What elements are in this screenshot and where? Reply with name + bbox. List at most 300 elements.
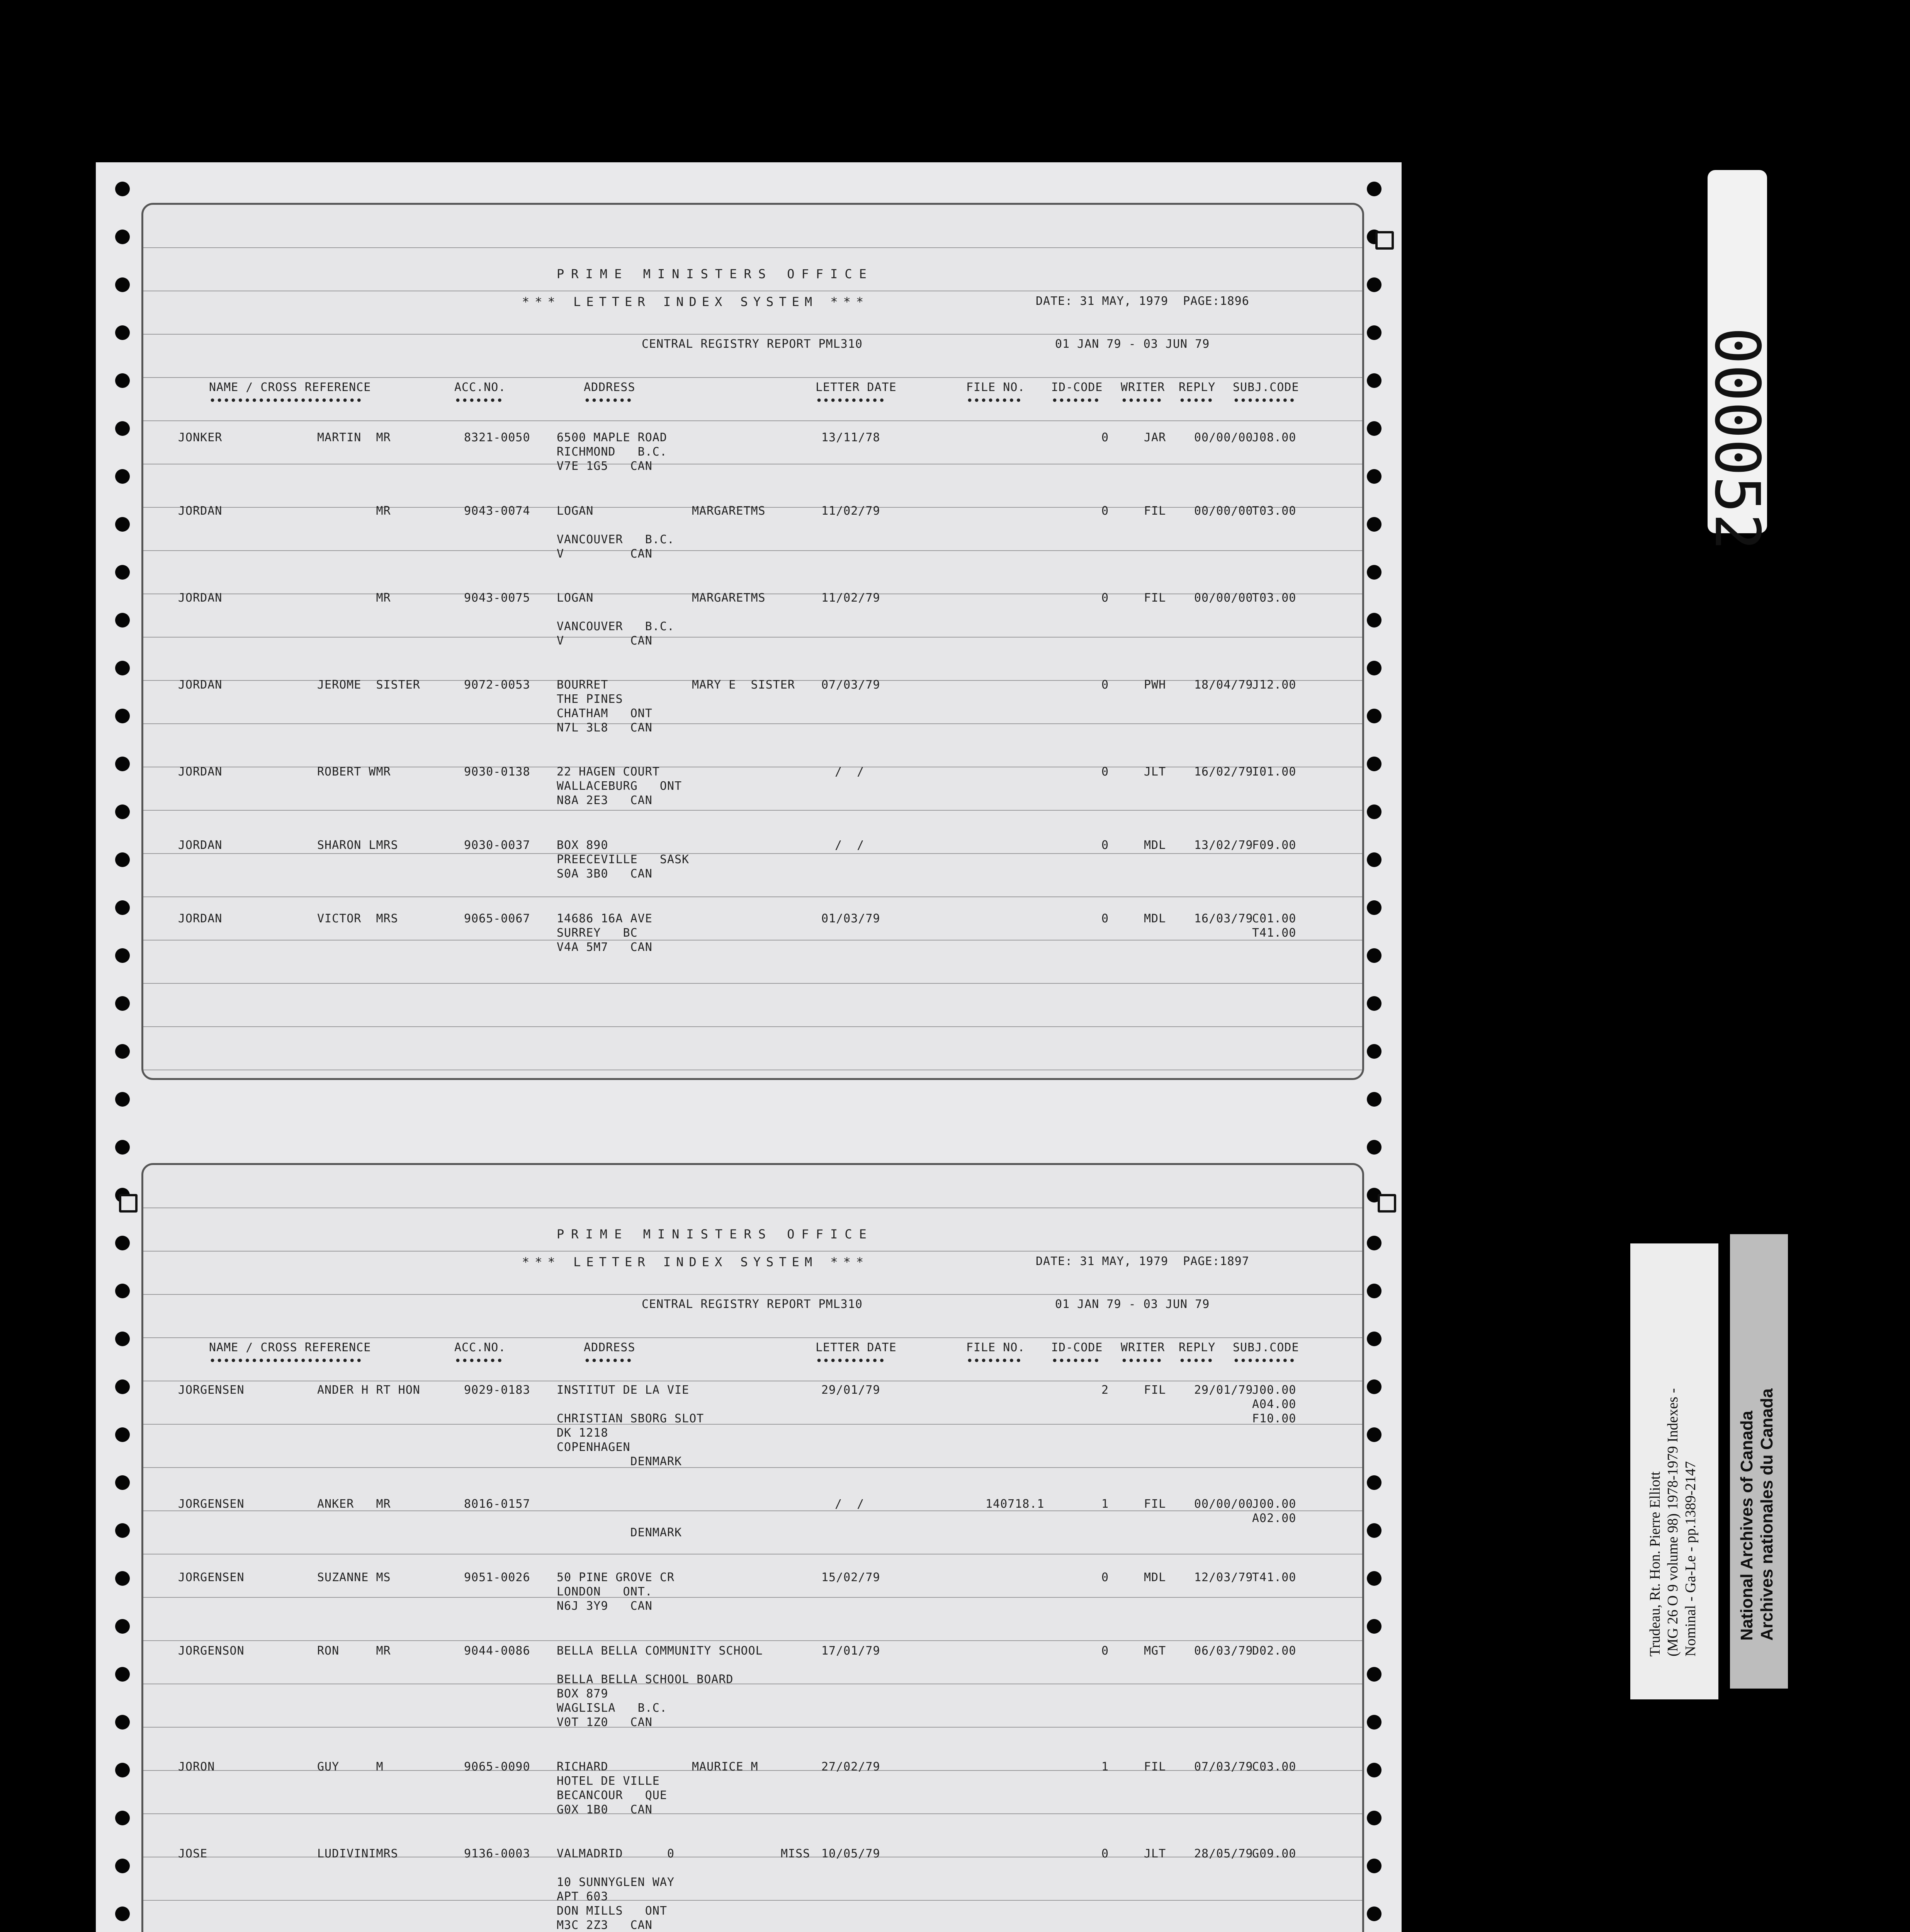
tractor-feed-hole: [1367, 948, 1382, 963]
entry-writer: PWH: [1144, 678, 1166, 692]
form-ruling-line: [143, 377, 1362, 378]
entry-acc-no: 8016-0157: [464, 1497, 530, 1511]
institution-english: National Archives of Canada: [1737, 1411, 1756, 1641]
entry-cross-reference: MARGARETMS: [692, 504, 766, 518]
tractor-feed-hole: [115, 373, 130, 388]
tractor-feed-hole: [1367, 1044, 1382, 1059]
header-name: NAME / CROSS REFERENCE: [209, 1341, 371, 1354]
system-name: *** LETTER INDEX SYSTEM ***: [522, 294, 869, 309]
entry-surname: JORDAN: [178, 912, 223, 925]
card-line-3: Nominal - Ga-Le - pp.1389-2147: [1682, 1461, 1699, 1656]
tractor-feed-hole: [115, 900, 130, 915]
tractor-feed-hole: [1367, 1379, 1382, 1394]
entry-address-line: LOGAN: [557, 591, 594, 605]
tractor-feed-hole: [1367, 182, 1382, 196]
header-file-no: FILE NO.: [966, 1341, 1025, 1354]
header-dot-underline: ••••••••: [966, 394, 1022, 408]
entry-surname: JORDAN: [178, 591, 223, 605]
entry-address-line: BOURRET: [557, 678, 608, 692]
form-ruling-line: [143, 1640, 1362, 1641]
tractor-feed-hole: [115, 948, 130, 963]
header-dot-underline: ••••••••••••••••••••••: [209, 394, 363, 408]
entry-reply-date: 00/00/00: [1194, 591, 1253, 605]
form-ruling-line: [143, 1251, 1362, 1252]
tractor-feed-hole: [1367, 1715, 1382, 1730]
form-ruling-line: [143, 723, 1362, 724]
form-ruling-line: [143, 420, 1362, 421]
tractor-feed-hole: [115, 1523, 130, 1538]
header-letter-date: LETTER DATE: [816, 381, 897, 394]
left-tractor-feed-holes: [111, 162, 134, 1932]
header-dot-underline: •••••••: [454, 394, 503, 408]
form-ruling-line: [143, 983, 1362, 984]
entry-address-line: DK 1218: [557, 1426, 608, 1440]
entry-acc-no: 9051-0026: [464, 1571, 530, 1584]
entry-surname: JORDAN: [178, 765, 223, 779]
report-title: PRIME MINISTERS OFFICE: [557, 267, 873, 281]
entry-letter-date: 27/02/79: [821, 1760, 880, 1774]
entry-surname: JORON: [178, 1760, 215, 1774]
tractor-feed-hole: [115, 1236, 130, 1250]
entry-address-line: V7E 1G5 CAN: [557, 459, 653, 473]
entry-reply-date: 07/03/79: [1194, 1760, 1253, 1774]
entry-address-line: WAGLISLA B.C.: [557, 1701, 667, 1715]
entry-given-name: SHARON LMRS: [317, 838, 398, 852]
entry-subject-code: J00.00: [1252, 1383, 1297, 1397]
tractor-feed-hole: [1367, 661, 1382, 675]
entry-address-line: PREECEVILLE SASK: [557, 853, 690, 866]
tractor-feed-hole: [1367, 1571, 1382, 1586]
entry-reply-date: 13/02/79: [1194, 838, 1253, 852]
tractor-feed-hole: [115, 565, 130, 580]
entry-subject-code: C01.00: [1252, 912, 1297, 925]
form-ruling-line: [143, 334, 1362, 335]
entry-cross-reference: MISS: [781, 1847, 811, 1861]
entry-address-line: DENMARK: [557, 1455, 682, 1468]
entry-subject-code: F09.00: [1252, 838, 1297, 852]
entry-address-line: APT 603: [557, 1890, 608, 1903]
entry-writer: JLT: [1144, 1847, 1166, 1861]
entry-reply-date: 18/04/79: [1194, 678, 1253, 692]
report-date-page: DATE: 31 MAY, 1979 PAGE:1897: [1036, 1255, 1249, 1268]
entry-given-name: MR: [317, 504, 391, 518]
tractor-feed-hole: [1367, 1284, 1382, 1298]
tractor-feed-hole: [1367, 565, 1382, 580]
entry-address-line: THE PINES: [557, 692, 623, 706]
entry-address-line: VALMADRID 0: [557, 1847, 675, 1861]
entry-id-code: 0: [1101, 765, 1109, 779]
header-dot-underline: •••••••••: [1233, 1354, 1296, 1368]
entry-given-name: RON MR: [317, 1644, 391, 1658]
entry-subject-code: T03.00: [1252, 504, 1297, 518]
entry-acc-no: 9136-0003: [464, 1847, 530, 1861]
entry-given-name: MR: [317, 591, 391, 605]
report-date-page: DATE: 31 MAY, 1979 PAGE:1896: [1036, 294, 1249, 308]
tractor-feed-hole: [1367, 1475, 1382, 1490]
entry-acc-no: 9030-0037: [464, 838, 530, 852]
entry-address-line: BELLA BELLA SCHOOL BOARD: [557, 1673, 734, 1686]
form-ruling-line: [143, 550, 1362, 551]
tractor-feed-hole: [115, 804, 130, 819]
entry-reply-date: 16/03/79: [1194, 912, 1253, 925]
entry-subject-code: T41.00: [1252, 1571, 1297, 1584]
header-dot-underline: ••••••••••: [816, 1354, 885, 1368]
entry-writer: MDL: [1144, 1571, 1166, 1584]
header-dot-underline: •••••••: [584, 1354, 633, 1368]
form-ruling-line: [143, 247, 1362, 248]
tractor-feed-hole: [1367, 1140, 1382, 1155]
header-address: ADDRESS: [584, 1341, 636, 1354]
header-id-code: ID-CODE: [1051, 1341, 1103, 1354]
entry-address-line: BOX 890: [557, 838, 608, 852]
header-reply: REPLY: [1179, 1341, 1216, 1354]
entry-acc-no: 9065-0067: [464, 912, 530, 925]
report-period: 01 JAN 79 - 03 JUN 79: [1055, 1298, 1210, 1311]
entry-address-line: CHRISTIAN SBORG SLOT: [557, 1412, 704, 1425]
tractor-feed-hole: [115, 1332, 130, 1346]
tractor-feed-hole: [115, 661, 130, 675]
header-writer: WRITER: [1121, 381, 1165, 394]
tractor-feed-hole: [1367, 1427, 1382, 1442]
tractor-feed-hole: [115, 1092, 130, 1107]
entry-address-line: COPENHAGEN: [557, 1440, 630, 1454]
entry-address-line: BECANCOUR QUE: [557, 1789, 667, 1802]
entry-cross-reference: MAURICE M: [692, 1760, 758, 1774]
header-dot-underline: ••••••: [1121, 1354, 1163, 1368]
entry-address-line: VANCOUVER B.C.: [557, 620, 675, 633]
form-ruling-line: [143, 810, 1362, 811]
tractor-feed-hole: [1367, 613, 1382, 628]
tractor-feed-hole: [1367, 517, 1382, 532]
tractor-feed-hole: [115, 469, 130, 484]
entry-reply-date: 29/01/79: [1194, 1383, 1253, 1397]
entry-id-code: 0: [1101, 838, 1109, 852]
tractor-feed-hole: [115, 1475, 130, 1490]
tractor-feed-hole: [115, 757, 130, 771]
computer-printout-sheet: [96, 162, 1402, 1932]
header-dot-underline: •••••••: [454, 1354, 503, 1368]
registration-mark-icon: [119, 1194, 138, 1213]
entry-writer: FIL: [1144, 504, 1166, 518]
tractor-feed-hole: [1367, 325, 1382, 340]
entry-address-line: RICHMOND B.C.: [557, 445, 667, 459]
entry-subject-code: A02.00: [1252, 1512, 1297, 1525]
tractor-feed-hole: [1367, 1811, 1382, 1825]
entry-acc-no: 9072-0053: [464, 678, 530, 692]
entry-writer: FIL: [1144, 591, 1166, 605]
entry-writer: MGT: [1144, 1644, 1166, 1658]
tractor-feed-hole: [115, 517, 130, 532]
entry-address-line: INSTITUT DE LA VIE: [557, 1383, 690, 1397]
entry-subject-code: G09.00: [1252, 1847, 1297, 1861]
tractor-feed-hole: [115, 1619, 130, 1634]
tractor-feed-hole: [1367, 996, 1382, 1011]
report-page-1896: [141, 203, 1364, 1080]
tractor-feed-hole: [115, 1379, 130, 1394]
tractor-feed-hole: [115, 613, 130, 628]
entry-writer: JAR: [1144, 431, 1166, 444]
tractor-feed-hole: [115, 1044, 130, 1059]
header-dot-underline: •••••: [1179, 1354, 1214, 1368]
entry-reply-date: 06/03/79: [1194, 1644, 1253, 1658]
tractor-feed-hole: [1367, 277, 1382, 292]
entry-writer: FIL: [1144, 1383, 1166, 1397]
form-ruling-line: [143, 1424, 1362, 1425]
entry-reply-date: 00/00/00: [1194, 504, 1253, 518]
tractor-feed-hole: [115, 996, 130, 1011]
entry-id-code: 0: [1101, 912, 1109, 925]
tractor-feed-hole: [1367, 804, 1382, 819]
header-acc-no: ACC.NO.: [454, 1341, 506, 1354]
tractor-feed-hole: [1367, 421, 1382, 436]
entry-address-line: RICHARD: [557, 1760, 608, 1774]
microfilm-frame-number: [1701, 170, 1774, 551]
entry-letter-date: 11/02/79: [821, 504, 880, 518]
entry-address-line: SURREY BC: [557, 926, 638, 940]
archive-reference-card: [1630, 1243, 1718, 1699]
report-title: PRIME MINISTERS OFFICE: [557, 1227, 873, 1242]
entry-id-code: 1: [1101, 1760, 1109, 1774]
entry-writer: FIL: [1144, 1760, 1166, 1774]
entry-subject-code: F10.00: [1252, 1412, 1297, 1425]
form-ruling-line: [143, 1727, 1362, 1728]
form-ruling-line: [143, 1597, 1362, 1598]
entry-given-name: VICTOR MRS: [317, 912, 398, 925]
entry-acc-no: 9030-0138: [464, 765, 530, 779]
entry-address-line: M3C 2Z3 CAN: [557, 1918, 653, 1932]
tractor-feed-hole: [115, 1763, 130, 1777]
entry-id-code: 0: [1101, 1644, 1109, 1658]
tractor-feed-hole: [115, 1667, 130, 1682]
entry-surname: JORDAN: [178, 504, 223, 518]
tractor-feed-hole: [115, 1715, 130, 1730]
entry-address-line: VANCOUVER B.C.: [557, 533, 675, 546]
form-ruling-line: [143, 853, 1362, 854]
header-dot-underline: ••••••••: [966, 1354, 1022, 1368]
entry-address-line: LOGAN: [557, 504, 594, 518]
tractor-feed-hole: [1367, 469, 1382, 484]
header-subj-code: SUBJ.CODE: [1233, 1341, 1299, 1354]
form-ruling-line: [143, 1467, 1362, 1468]
report-period: 01 JAN 79 - 03 JUN 79: [1055, 337, 1210, 351]
tractor-feed-hole: [1367, 1523, 1382, 1538]
entry-address-line: CHATHAM ONT: [557, 707, 653, 720]
tractor-feed-hole: [115, 1859, 130, 1873]
form-ruling-line: [143, 896, 1362, 897]
header-address: ADDRESS: [584, 381, 636, 394]
form-ruling-line: [143, 1337, 1362, 1338]
tractor-feed-hole: [1367, 1859, 1382, 1873]
entry-surname: JORGENSEN: [178, 1383, 245, 1397]
entry-address-line: DENMARK: [557, 1526, 682, 1539]
archive-institution-label: [1730, 1234, 1788, 1689]
header-writer: WRITER: [1121, 1341, 1165, 1354]
entry-address-line: V CAN: [557, 634, 653, 648]
entry-cross-reference: MARGARETMS: [692, 591, 766, 605]
entry-address-line: BELLA BELLA COMMUNITY SCHOOL: [557, 1644, 763, 1658]
tractor-feed-hole: [115, 1140, 130, 1155]
entry-letter-date: / /: [835, 765, 865, 779]
header-name: NAME / CROSS REFERENCE: [209, 381, 371, 394]
tractor-feed-hole: [115, 1571, 130, 1586]
entry-acc-no: 9065-0090: [464, 1760, 530, 1774]
entry-writer: FIL: [1144, 1497, 1166, 1511]
tractor-feed-hole: [1367, 900, 1382, 915]
tractor-feed-hole: [115, 182, 130, 196]
entry-writer: MDL: [1144, 912, 1166, 925]
tractor-feed-hole: [1367, 757, 1382, 771]
header-dot-underline: •••••••: [1051, 394, 1100, 408]
entry-reply-date: 28/05/79: [1194, 1847, 1253, 1861]
entry-address-line: N7L 3L8 CAN: [557, 721, 653, 735]
entry-id-code: 0: [1101, 504, 1109, 518]
entry-subject-code: J08.00: [1252, 431, 1297, 444]
entry-surname: JORDAN: [178, 678, 223, 692]
entry-given-name: ANDER H RT HON: [317, 1383, 420, 1397]
form-ruling-line: [143, 1813, 1362, 1814]
entry-given-name: JEROME SISTER: [317, 678, 420, 692]
card-line-1: Trudeau, Rt. Hon. Pierre Elliott: [1647, 1471, 1663, 1656]
entry-address-line: S0A 3B0 CAN: [557, 867, 653, 881]
entry-address-line: 10 SUNNYGLEN WAY: [557, 1876, 675, 1889]
entry-subject-code: J12.00: [1252, 678, 1297, 692]
entry-given-name: ROBERT WMR: [317, 765, 391, 779]
tractor-feed-hole: [1367, 1906, 1382, 1921]
entry-subject-code: C03.00: [1252, 1760, 1297, 1774]
tractor-feed-hole: [1367, 1763, 1382, 1777]
entry-address-line: 50 PINE GROVE CR: [557, 1571, 675, 1584]
entry-address-line: V0T 1Z0 CAN: [557, 1716, 653, 1729]
institution-french: Archives nationales du Canada: [1757, 1388, 1776, 1641]
institution-text: [1737, 1285, 1777, 1641]
entry-surname: JORGENSEN: [178, 1571, 245, 1584]
system-name: *** LETTER INDEX SYSTEM ***: [522, 1255, 869, 1269]
entry-surname: JOSE: [178, 1847, 208, 1861]
header-id-code: ID-CODE: [1051, 381, 1103, 394]
entry-address-line: V CAN: [557, 547, 653, 561]
header-dot-underline: ••••••: [1121, 394, 1163, 408]
card-line-2: (MG 26 O 9 volume 98) 1978-1979 Indexes -: [1665, 1388, 1681, 1656]
entry-reply-date: 00/00/00: [1194, 431, 1253, 444]
entry-subject-code: J00.00: [1252, 1497, 1297, 1511]
entry-address-line: 14686 16A AVE: [557, 912, 653, 925]
entry-letter-date: / /: [835, 838, 865, 852]
report-name: CENTRAL REGISTRY REPORT PML310: [642, 1298, 863, 1311]
header-dot-underline: ••••••••••••••••••••••: [209, 1354, 363, 1368]
entry-id-code: 0: [1101, 678, 1109, 692]
entry-address-line: BOX 879: [557, 1687, 608, 1701]
entry-given-name: MARTIN MR: [317, 431, 391, 444]
entry-acc-no: 9044-0086: [464, 1644, 530, 1658]
entry-acc-no: 8321-0050: [464, 431, 530, 444]
entry-reply-date: 16/02/79: [1194, 765, 1253, 779]
form-ruling-line: [143, 1900, 1362, 1901]
tractor-feed-hole: [115, 1906, 130, 1921]
entry-letter-date: 13/11/78: [821, 431, 880, 444]
entry-acc-no: 9043-0075: [464, 591, 530, 605]
entry-id-code: 0: [1101, 431, 1109, 444]
entry-subject-code: A04.00: [1252, 1398, 1297, 1411]
entry-letter-date: / /: [835, 1497, 865, 1511]
header-dot-underline: •••••: [1179, 394, 1214, 408]
tractor-feed-hole: [115, 325, 130, 340]
entry-writer: MDL: [1144, 838, 1166, 852]
entry-surname: JORDAN: [178, 838, 223, 852]
entry-surname: JONKER: [178, 431, 223, 444]
form-ruling-line: [143, 1294, 1362, 1295]
header-subj-code: SUBJ.CODE: [1233, 381, 1299, 394]
tractor-feed-hole: [1367, 852, 1382, 867]
entry-surname: JORGENSON: [178, 1644, 245, 1658]
entry-letter-date: 07/03/79: [821, 678, 880, 692]
entry-id-code: 1: [1101, 1497, 1109, 1511]
entry-address-line: V4A 5M7 CAN: [557, 940, 653, 954]
entry-given-name: GUY M: [317, 1760, 384, 1774]
header-acc-no: ACC.NO.: [454, 381, 506, 394]
entry-subject-code: D02.00: [1252, 1644, 1297, 1658]
entry-address-line: N8A 2E3 CAN: [557, 794, 653, 807]
entry-id-code: 2: [1101, 1383, 1109, 1397]
entry-letter-date: 17/01/79: [821, 1644, 880, 1658]
tractor-feed-hole: [115, 230, 130, 244]
entry-address-line: LONDON ONT.: [557, 1585, 653, 1599]
entry-address-line: WALLACEBURG ONT: [557, 779, 682, 793]
entry-acc-no: 9043-0074: [464, 504, 530, 518]
report-name: CENTRAL REGISTRY REPORT PML310: [642, 337, 863, 351]
entry-given-name: ANKER MR: [317, 1497, 391, 1511]
tractor-feed-hole: [1367, 709, 1382, 723]
right-tractor-feed-holes: [1363, 162, 1386, 1932]
entry-letter-date: 10/05/79: [821, 1847, 880, 1861]
header-dot-underline: •••••••: [584, 394, 633, 408]
entry-subject-code: I01.00: [1252, 765, 1297, 779]
tractor-feed-hole: [115, 277, 130, 292]
header-reply: REPLY: [1179, 381, 1216, 394]
registration-mark-icon: [1375, 231, 1394, 250]
tractor-feed-hole: [115, 709, 130, 723]
entry-id-code: 0: [1101, 591, 1109, 605]
form-ruling-line: [143, 1026, 1362, 1027]
entry-address-line: DON MILLS ONT: [557, 1904, 667, 1918]
registration-mark-icon: [1378, 1194, 1396, 1213]
entry-reply-date: 12/03/79: [1194, 1571, 1253, 1584]
tractor-feed-hole: [1367, 1236, 1382, 1250]
entry-id-code: 0: [1101, 1847, 1109, 1861]
tractor-feed-hole: [115, 421, 130, 436]
entry-address-line: N6J 3Y9 CAN: [557, 1599, 653, 1613]
reference-card-text: [1646, 1301, 1699, 1656]
entry-letter-date: 29/01/79: [821, 1383, 880, 1397]
tractor-feed-hole: [115, 1284, 130, 1298]
tractor-feed-hole: [1367, 1667, 1382, 1682]
entry-acc-no: 9029-0183: [464, 1383, 530, 1397]
entry-address-line: 6500 MAPLE ROAD: [557, 431, 667, 444]
entry-writer: JLT: [1144, 765, 1166, 779]
entry-given-name: SUZANNE MS: [317, 1571, 391, 1584]
entry-id-code: 0: [1101, 1571, 1109, 1584]
entry-letter-date: 15/02/79: [821, 1571, 880, 1584]
entry-given-name: LUDIVINIMRS: [317, 1847, 398, 1861]
tractor-feed-hole: [1367, 373, 1382, 388]
entry-subject-code: T03.00: [1252, 591, 1297, 605]
tractor-feed-hole: [1367, 1619, 1382, 1634]
entry-letter-date: 11/02/79: [821, 591, 880, 605]
header-dot-underline: •••••••: [1051, 1354, 1100, 1368]
entry-address-line: HOTEL DE VILLE: [557, 1774, 660, 1788]
entry-subject-code: T41.00: [1252, 926, 1297, 940]
tractor-feed-hole: [1367, 1092, 1382, 1107]
report-page-1897: [141, 1163, 1364, 1932]
